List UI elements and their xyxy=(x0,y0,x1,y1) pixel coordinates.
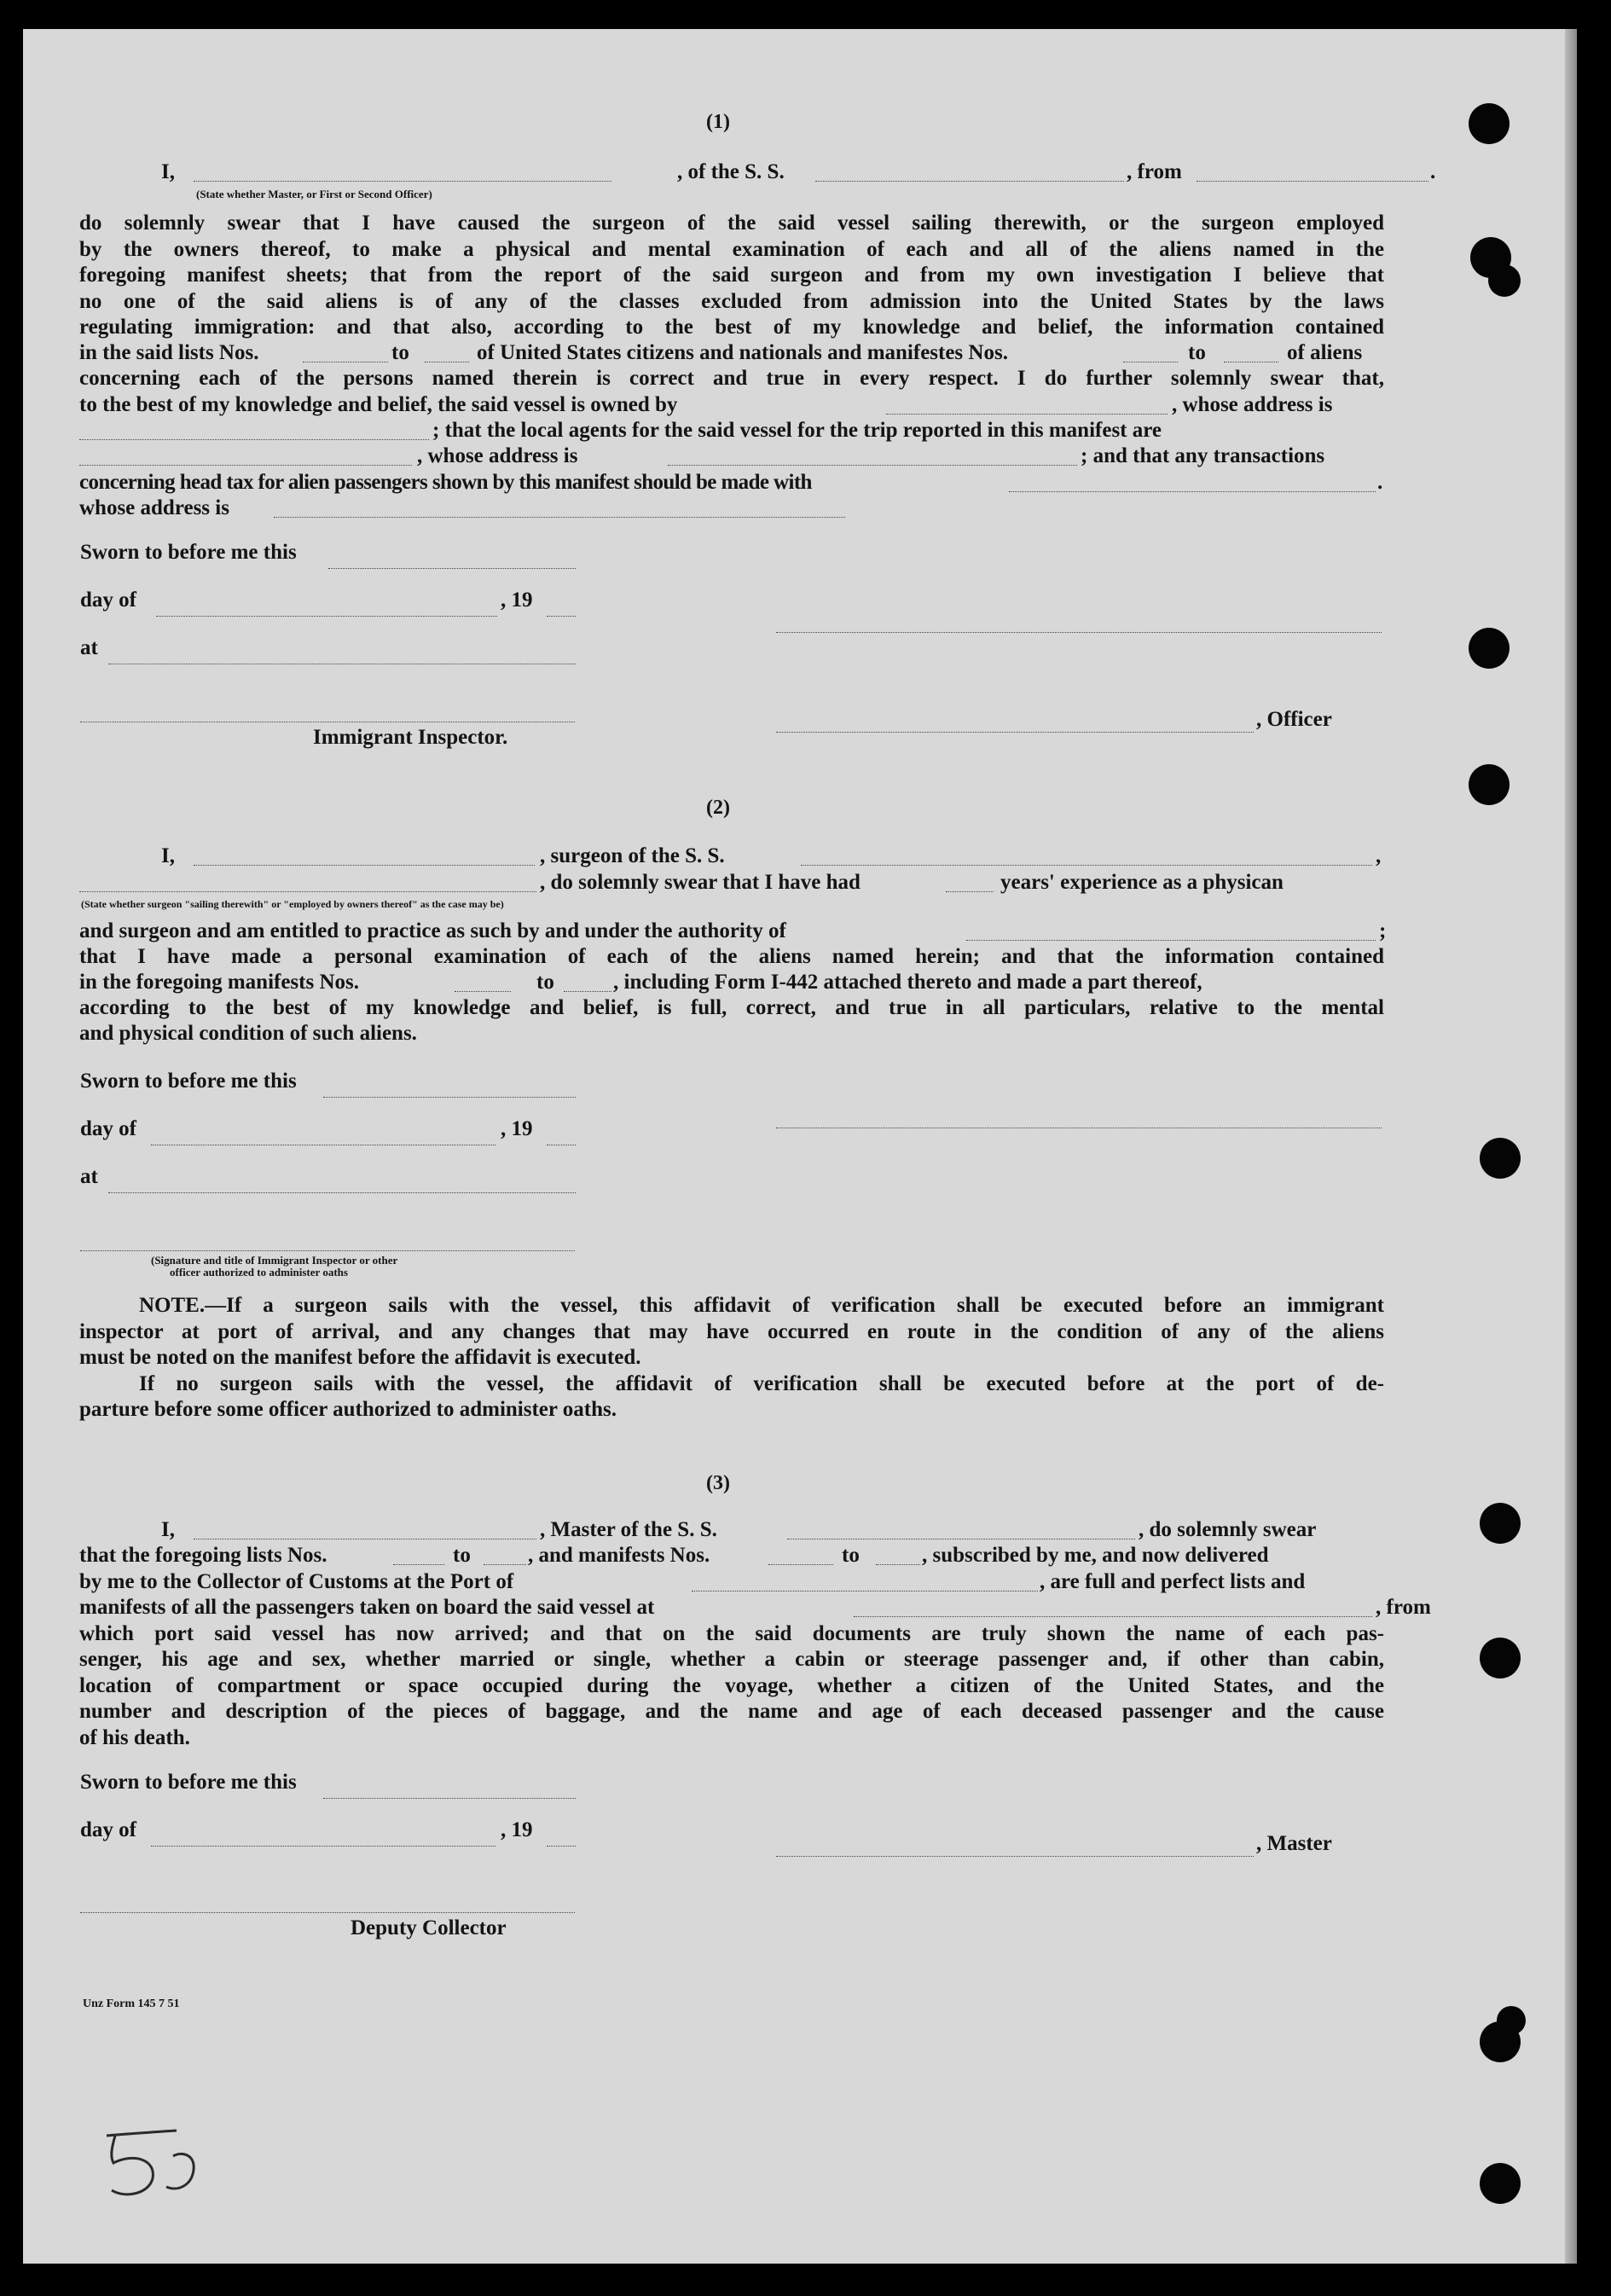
section-3-number: (3) xyxy=(706,1472,730,1494)
s2-signature-line xyxy=(776,1126,1382,1128)
s3-master-line xyxy=(776,1854,1254,1857)
s1-sworn-label: Sworn to before me this xyxy=(80,541,297,564)
s2-note-line: parture before some officer authorized to administer oaths. xyxy=(79,1398,617,1421)
s3-line-3: by me to the Collector of Customs at the Port of , are full and perfect lists and xyxy=(79,1570,1306,1593)
s3-dayof-label: day of xyxy=(80,1818,136,1841)
s1-line-10: ; that the local agents for the said vessel for the trip reported in this manifest are xyxy=(79,417,1384,444)
s1-line-12: concerning head tax for alien passengers shown by this manifest should be made with . xyxy=(79,471,1383,494)
s1-line-13: whose address is xyxy=(79,495,1384,521)
handwritten-five-icon xyxy=(100,2110,236,2212)
s1-para-line: no one of the said aliens is of any of the classes excluded from admission into the United States by the laws xyxy=(79,290,1384,313)
punch-hole xyxy=(1469,628,1510,669)
s2-line-7: and physical condition of such aliens. xyxy=(79,1022,417,1045)
s1-at-label: at xyxy=(80,636,98,659)
s1-para-line: foregoing manifest sheets; that from the report of the said surgeon and from my own investigation I believe that xyxy=(79,264,1384,287)
s3-line-2: that the foregoing lists Nos. to , and manifests Nos. to , subscribed by me, and now delivered xyxy=(79,1544,1269,1567)
s3-deputy-label: Deputy Collector xyxy=(351,1916,507,1939)
form-number: Unz Form 145 7 51 xyxy=(83,1997,180,2010)
s3-para-line: senger, his age and sex, whether married or single, whether a cabin or steerage passenger and, if other than cabin, xyxy=(79,1648,1384,1671)
punch-hole xyxy=(1480,1138,1521,1179)
section-1-number: (1) xyxy=(706,111,730,133)
s1-inspector-line xyxy=(80,720,575,722)
s3-para-last: of his death. xyxy=(79,1726,190,1749)
s2-line-5: in the foregoing manifests Nos. to , including Form I-442 attached thereto and made a part thereof, xyxy=(79,971,1202,994)
s1-para-line: regulating immigration: and that also, according to the best of my knowledge and belief, the information contained xyxy=(79,316,1384,339)
s1-line-11: , whose address is ; and that any transactions xyxy=(79,443,1384,469)
s1-signature-line xyxy=(776,630,1382,633)
s1-dayof-label: day of xyxy=(80,588,136,612)
s1-caption: (State whether Master, or First or Second Officer) xyxy=(196,188,432,200)
s1-para-line: by the owners thereof, to make a physical and mental examination of each and all of the aliens named in the xyxy=(79,238,1384,261)
s2-line-1: I, , surgeon of the S. S. , xyxy=(161,844,1382,867)
s1-line-7: in the said lists Nos. to of United States citizens and nationals and manifestes Nos. to of aliens xyxy=(79,341,1363,364)
punch-hole xyxy=(1488,264,1521,297)
s1-line-9: to the best of my knowledge and belief, the said vessel is owned by , whose address is xyxy=(79,393,1333,416)
s2-note-line: NOTE.—If a surgeon sails with the vessel, this affidavit of verification shall be executed before an immigrant xyxy=(139,1294,1384,1317)
s2-dayof-label: day of xyxy=(80,1117,136,1140)
punch-hole xyxy=(1497,2006,1526,2035)
punch-hole xyxy=(1480,1503,1521,1544)
handwritten-mark xyxy=(100,2110,236,2217)
s2-caption-2b: officer authorized to administer oaths xyxy=(170,1266,348,1278)
s3-deputy-line xyxy=(80,1910,575,1913)
s3-master-label: , Master xyxy=(1256,1832,1332,1855)
s2-line-3: and surgeon and am entitled to practice as such by and under the authority of ; xyxy=(79,919,1387,942)
s3-sworn-label: Sworn to before me this xyxy=(80,1771,297,1794)
scan-edge xyxy=(1565,29,1577,2264)
s2-note-line: inspector at port of arrival, and any changes that may have occurred en route in the condition of any of the aliens xyxy=(79,1320,1384,1343)
section-2-number: (2) xyxy=(706,797,730,819)
punch-hole xyxy=(1480,1638,1521,1679)
s3-line-4: manifests of all the passengers taken on board the said vessel at , from xyxy=(79,1596,1431,1619)
s2-caption: (State whether surgeon "sailing therewith" or "employed by owners thereof" as the case may be) xyxy=(81,898,504,910)
s3-para-line: which port said vessel has now arrived; and that on the said documents are truly shown the name of each pas- xyxy=(79,1622,1384,1645)
s1-para-line: do solemnly swear that I have caused the surgeon of the said vessel sailing therewith, or the surgeon employed xyxy=(79,212,1384,235)
s3-year-label: , 19 xyxy=(501,1818,533,1841)
s1-year-label: , 19 xyxy=(501,588,533,612)
s2-at-label: at xyxy=(80,1165,98,1188)
s1-sworn-blank xyxy=(328,566,576,569)
s1-line-8: concerning each of the persons named therein is correct and true in every respect. I do further solemnly swear that, xyxy=(79,367,1384,390)
document-page xyxy=(23,29,1577,2264)
punch-hole xyxy=(1469,764,1510,805)
s2-line-4: that I have made a personal examination of each of the aliens named herein; and that the information contained xyxy=(79,945,1384,968)
punch-hole xyxy=(1469,103,1510,144)
s2-year-label: , 19 xyxy=(501,1117,533,1140)
s2-sworn-label: Sworn to before me this xyxy=(80,1070,297,1093)
s2-officer-signature-line xyxy=(80,1249,575,1251)
s1-officer-line xyxy=(776,730,1254,733)
s2-line-6: according to the best of my knowledge and belief, is full, correct, and true in all particulars, relative to the mental xyxy=(79,996,1384,1019)
s3-para-line: location of compartment or space occupied during the voyage, whether a citizen of the United States, and the xyxy=(79,1674,1384,1697)
s1-officer-label: , Officer xyxy=(1256,708,1332,731)
s2-note-line: If no surgeon sails with the vessel, the affidavit of verification shall be executed before at the port of de- xyxy=(139,1372,1384,1395)
s1-inspector-label: Immigrant Inspector. xyxy=(313,726,508,749)
s3-line-1: I, , Master of the S. S. , do solemnly swear xyxy=(161,1518,1317,1541)
s2-note-line: must be noted on the manifest before the affidavit is executed. xyxy=(79,1346,641,1369)
s1-line-1: I, , of the S. S. , from . xyxy=(161,160,1436,183)
s2-caption-2a: (Signature and title of Immigrant Inspector or other xyxy=(151,1254,398,1267)
s3-para-line: number and description of the pieces of baggage, and the name and age of each deceased passenger and the cause xyxy=(79,1700,1384,1723)
s2-line-2: , do solemnly swear that I have had years' experience as a physican xyxy=(79,869,1384,896)
punch-hole xyxy=(1480,2163,1521,2204)
